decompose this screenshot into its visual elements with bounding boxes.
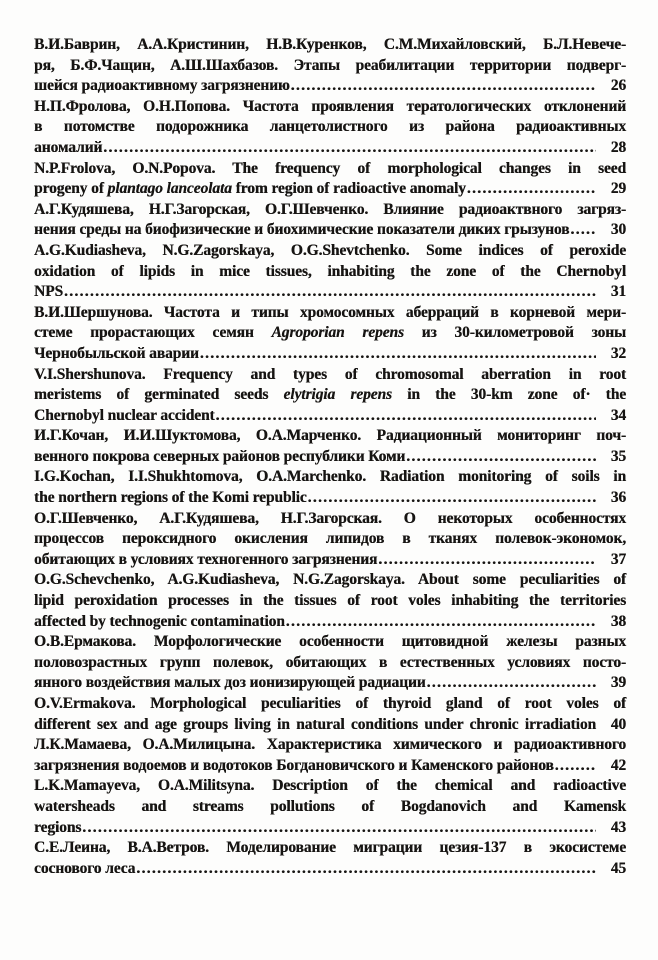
text-segment: affected by technogenic contamination (34, 612, 285, 630)
toc-line-text (34, 179, 466, 200)
toc-entry (34, 303, 626, 365)
toc-line-text (34, 839, 626, 856)
toc-entry (34, 426, 626, 467)
toc-line-text (34, 366, 626, 383)
toc-line-text (34, 736, 626, 753)
toc-entry (34, 200, 626, 241)
toc-line-text (34, 715, 596, 736)
toc-line-text (34, 447, 405, 468)
toc-line (34, 735, 626, 756)
toc-line (34, 241, 626, 262)
text-segment: Л.К.Мамаева, О.А.Милицына. Характеристика химического и радиоактивного (34, 736, 626, 754)
page-number: 43 (610, 818, 626, 836)
toc-line (34, 406, 626, 427)
species-name-italic: elytrigia repens (283, 386, 392, 404)
toc-line (34, 632, 626, 653)
toc-line (34, 467, 626, 488)
toc-entry (34, 241, 626, 303)
dot-leader (136, 859, 596, 880)
toc-line-text (34, 324, 626, 341)
text-segment: NPS (34, 283, 63, 301)
toc-line (34, 426, 626, 447)
page-number: 42 (610, 756, 626, 774)
toc-line-text (34, 798, 626, 815)
text-segment: половозрастных групп полевок, обитающих в естественных условиях посто- (34, 653, 626, 671)
text-segment: O.G.Schevchenko, A.G.Kudiasheva, N.G.Zagorskaya. About some peculiarities of (34, 571, 626, 589)
toc-line-text (34, 695, 626, 712)
text-segment: обитающих в условиях техногенного загрязнения (34, 550, 378, 568)
page-number: 26 (610, 77, 626, 95)
dot-leader (570, 220, 596, 241)
toc-line-text (34, 406, 215, 427)
toc-line (34, 838, 626, 859)
toc-line-text (34, 468, 626, 485)
toc-line (34, 385, 626, 406)
toc-line (34, 56, 626, 77)
toc-line-text (34, 818, 81, 839)
toc-line (34, 35, 626, 56)
text-segment: В.И.Шершунова. Частота и типы хромосомных аберраций в корневой мери- (34, 303, 626, 321)
text-segment: венного покрова северных районов республики Коми (34, 447, 406, 465)
species-name-italic: plantago lanceolata (107, 180, 232, 198)
page-number: 30 (610, 221, 626, 239)
dot-leader (200, 344, 596, 365)
toc-entry (34, 159, 626, 200)
toc-line-text (34, 118, 626, 135)
text-segment: Чернобыльской аварии (34, 344, 199, 362)
toc-line-text (34, 859, 135, 880)
toc-line (34, 653, 626, 674)
text-segment: oxidation of lipids in mice tissues, inhabiting the zone of the Chernobyl (34, 262, 626, 280)
toc-line (34, 488, 626, 509)
toc-line-text (34, 530, 626, 547)
text-segment: И.Г.Кочан, И.И.Шуктомова, О.А.Марченко. Радиационный мониторинг поч- (34, 427, 626, 445)
page-number: 35 (610, 447, 626, 465)
toc-line-text (34, 612, 285, 633)
toc-line-text (34, 160, 626, 177)
page-number: 39 (610, 674, 626, 692)
toc-entry (34, 365, 626, 427)
text-segment: аномалий (34, 138, 103, 156)
toc-entry (34, 97, 626, 159)
dot-leader (286, 612, 596, 633)
toc-line (34, 159, 626, 180)
toc-line (34, 200, 626, 221)
toc-line-text (34, 304, 626, 321)
text-segment: стеме прорастающих семян (34, 324, 272, 342)
toc-line-text (34, 592, 626, 609)
toc-line-text (34, 57, 626, 74)
text-segment: Chernobyl nuclear accident (34, 406, 215, 424)
toc-entry (34, 735, 626, 776)
toc-line (34, 138, 626, 159)
toc-line (34, 818, 626, 839)
text-segment: нения среды на биофизические и биохимические показатели диких грызунов (34, 221, 570, 239)
text-segment: загрязнения водоемов и водотоков Богдановичского и Каменского районов (34, 756, 554, 774)
toc-line-text (34, 777, 626, 794)
toc-line-text (34, 673, 426, 694)
toc-line (34, 776, 626, 797)
dot-leader (291, 76, 596, 97)
text-segment: L.K.Mamayeva, O.A.Militsyna. Description of the chemical and radioactive (34, 777, 626, 795)
text-segment: Н.П.Фролова, О.Н.Попова. Частота проявления тератологических отклонений (34, 97, 626, 115)
dot-leader (467, 179, 596, 200)
toc (34, 35, 626, 879)
text-segment: watersheads and streams pollutions of Bogdanovich and Kamensk (34, 797, 626, 815)
text-segment: С.Е.Леина, В.А.Ветров. Моделирование миграции цезия-137 в экосистеме (34, 839, 626, 857)
toc-line (34, 570, 626, 591)
toc-line-text (34, 654, 626, 671)
toc-entry (34, 632, 626, 694)
toc-line (34, 365, 626, 386)
toc-line (34, 756, 626, 777)
page-number: 34 (610, 406, 626, 424)
text-segment: regions (34, 818, 82, 836)
toc-line-text (34, 427, 626, 444)
toc-line (34, 344, 626, 365)
dot-leader (64, 282, 596, 303)
text-segment: из 30-километровой зоны (403, 324, 626, 342)
toc-line (34, 673, 626, 694)
toc-line (34, 447, 626, 468)
toc-line-text (34, 488, 307, 509)
toc-line-text (34, 263, 626, 280)
toc-line (34, 76, 626, 97)
page-number: 32 (610, 344, 626, 362)
toc-line (34, 612, 626, 633)
toc-line-text (34, 510, 626, 527)
text-segment: ря, Б.Ф.Чащин, А.Ш.Шахбазов. Этапы реабилитации территории подверг- (34, 56, 626, 74)
page-number: 38 (610, 612, 626, 630)
toc-line-text (34, 36, 626, 53)
dot-leader (378, 550, 596, 571)
toc-line (34, 282, 626, 303)
dot-leader (427, 673, 596, 694)
dot-leader (82, 818, 596, 839)
page-number: 29 (610, 180, 626, 198)
toc-line-text (34, 571, 626, 588)
toc-line-text (34, 756, 554, 777)
page-number: 45 (610, 859, 626, 877)
toc-line (34, 220, 626, 241)
text-segment: О.Г.Шевченко, А.Г.Кудяшева, Н.Г.Загорская. О некоторых особенностях (34, 509, 626, 527)
text-segment: А.Г.Кудяшева, Н.Г.Загорская, О.Г.Шевченко. Влияние радиоактвного загряз- (34, 200, 626, 218)
toc-line (34, 715, 626, 736)
dot-leader (406, 447, 596, 468)
toc-line-text (34, 220, 569, 241)
toc-line-text (34, 242, 626, 259)
toc-line (34, 262, 626, 283)
toc-entry (34, 776, 626, 838)
dot-leader (216, 406, 596, 427)
text-segment: О.В.Ермакова. Морфологические особенности щитовидной железы разных (34, 633, 626, 651)
text-segment: from region of radioactive anomaly (231, 180, 466, 198)
toc-line-text (34, 98, 626, 115)
page-number: 40 (610, 715, 626, 733)
toc-entry (34, 467, 626, 508)
page-number: 28 (610, 138, 626, 156)
toc-line (34, 97, 626, 118)
toc-line-text (34, 550, 377, 571)
toc-line-text (34, 344, 199, 365)
species-name-italic: Agroporian repens (271, 324, 404, 342)
text-segment: lipid peroxidation processes in the tissues of root voles inhabiting the territories (34, 592, 626, 610)
toc-line-text (34, 201, 626, 218)
dot-leader (555, 756, 596, 777)
toc-line (34, 323, 626, 344)
toc-line (34, 694, 626, 715)
toc-entry (34, 509, 626, 571)
text-segment: O.V.Ermakova. Morphological peculiarities of thyroid gland of root voles of (34, 695, 626, 712)
text-segment: in the 30-km zone of· the (391, 386, 626, 404)
text-segment: процессов пероксидного окисления липидов в тканях полевок-экономок, (34, 530, 626, 548)
toc-entry (34, 838, 626, 879)
toc-line-text (34, 386, 626, 403)
dot-leader (308, 488, 596, 509)
toc-entry (34, 694, 626, 735)
text-segment: the northern regions of the Komi republic (34, 489, 307, 507)
text-segment: N.P.Frolova, O.N.Popova. The frequency of morphological changes in seed (34, 159, 626, 177)
toc-line (34, 797, 626, 818)
text-segment: meristems of germinated seeds (34, 386, 284, 404)
toc-line (34, 509, 626, 530)
text-segment: progeny of (34, 180, 108, 198)
text-segment: в потомстве подорожника ланцетолистного из района радиоактивных (34, 118, 626, 136)
text-segment: A.G.Kudiasheva, N.G.Zagorskaya, O.G.Shevtchenko. Some indices of peroxide (34, 241, 626, 259)
toc-line (34, 117, 626, 138)
text-segment: I.G.Kochan, I.I.Shukhtomova, O.A.Marchenko. Radiation monitoring of soils in (34, 468, 626, 486)
toc-line (34, 303, 626, 324)
toc-line (34, 591, 626, 612)
toc-line (34, 550, 626, 571)
text-segment: янного воздействия малых доз ионизирующей радиации (34, 674, 426, 692)
page-number: 31 (610, 283, 626, 301)
toc-entry (34, 35, 626, 97)
toc-line (34, 859, 626, 880)
toc-line-text (34, 282, 63, 303)
toc-line-text (34, 76, 290, 97)
dot-leader (103, 138, 596, 159)
page-number: 36 (610, 489, 626, 507)
text-segment: В.И.Баврин, А.А.Кристинин, Н.В.Куренков, С.М.Михайловский, Б.Л.Невече- (34, 36, 626, 53)
toc-line (34, 179, 626, 200)
text-segment: V.I.Shershunova. Frequency and types of chromosomal aberration in root (34, 365, 626, 383)
toc-line-text (34, 138, 102, 159)
page-number: 37 (610, 550, 626, 568)
text-segment: different sex and age groups living in natural conditions under chronic irradiation (34, 715, 596, 733)
toc-line (34, 529, 626, 550)
text-segment: соснового леса (34, 859, 136, 877)
text-segment: шейся радиоактивному загрязнению (34, 77, 290, 95)
toc-entry (34, 570, 626, 632)
toc-line-text (34, 633, 626, 650)
